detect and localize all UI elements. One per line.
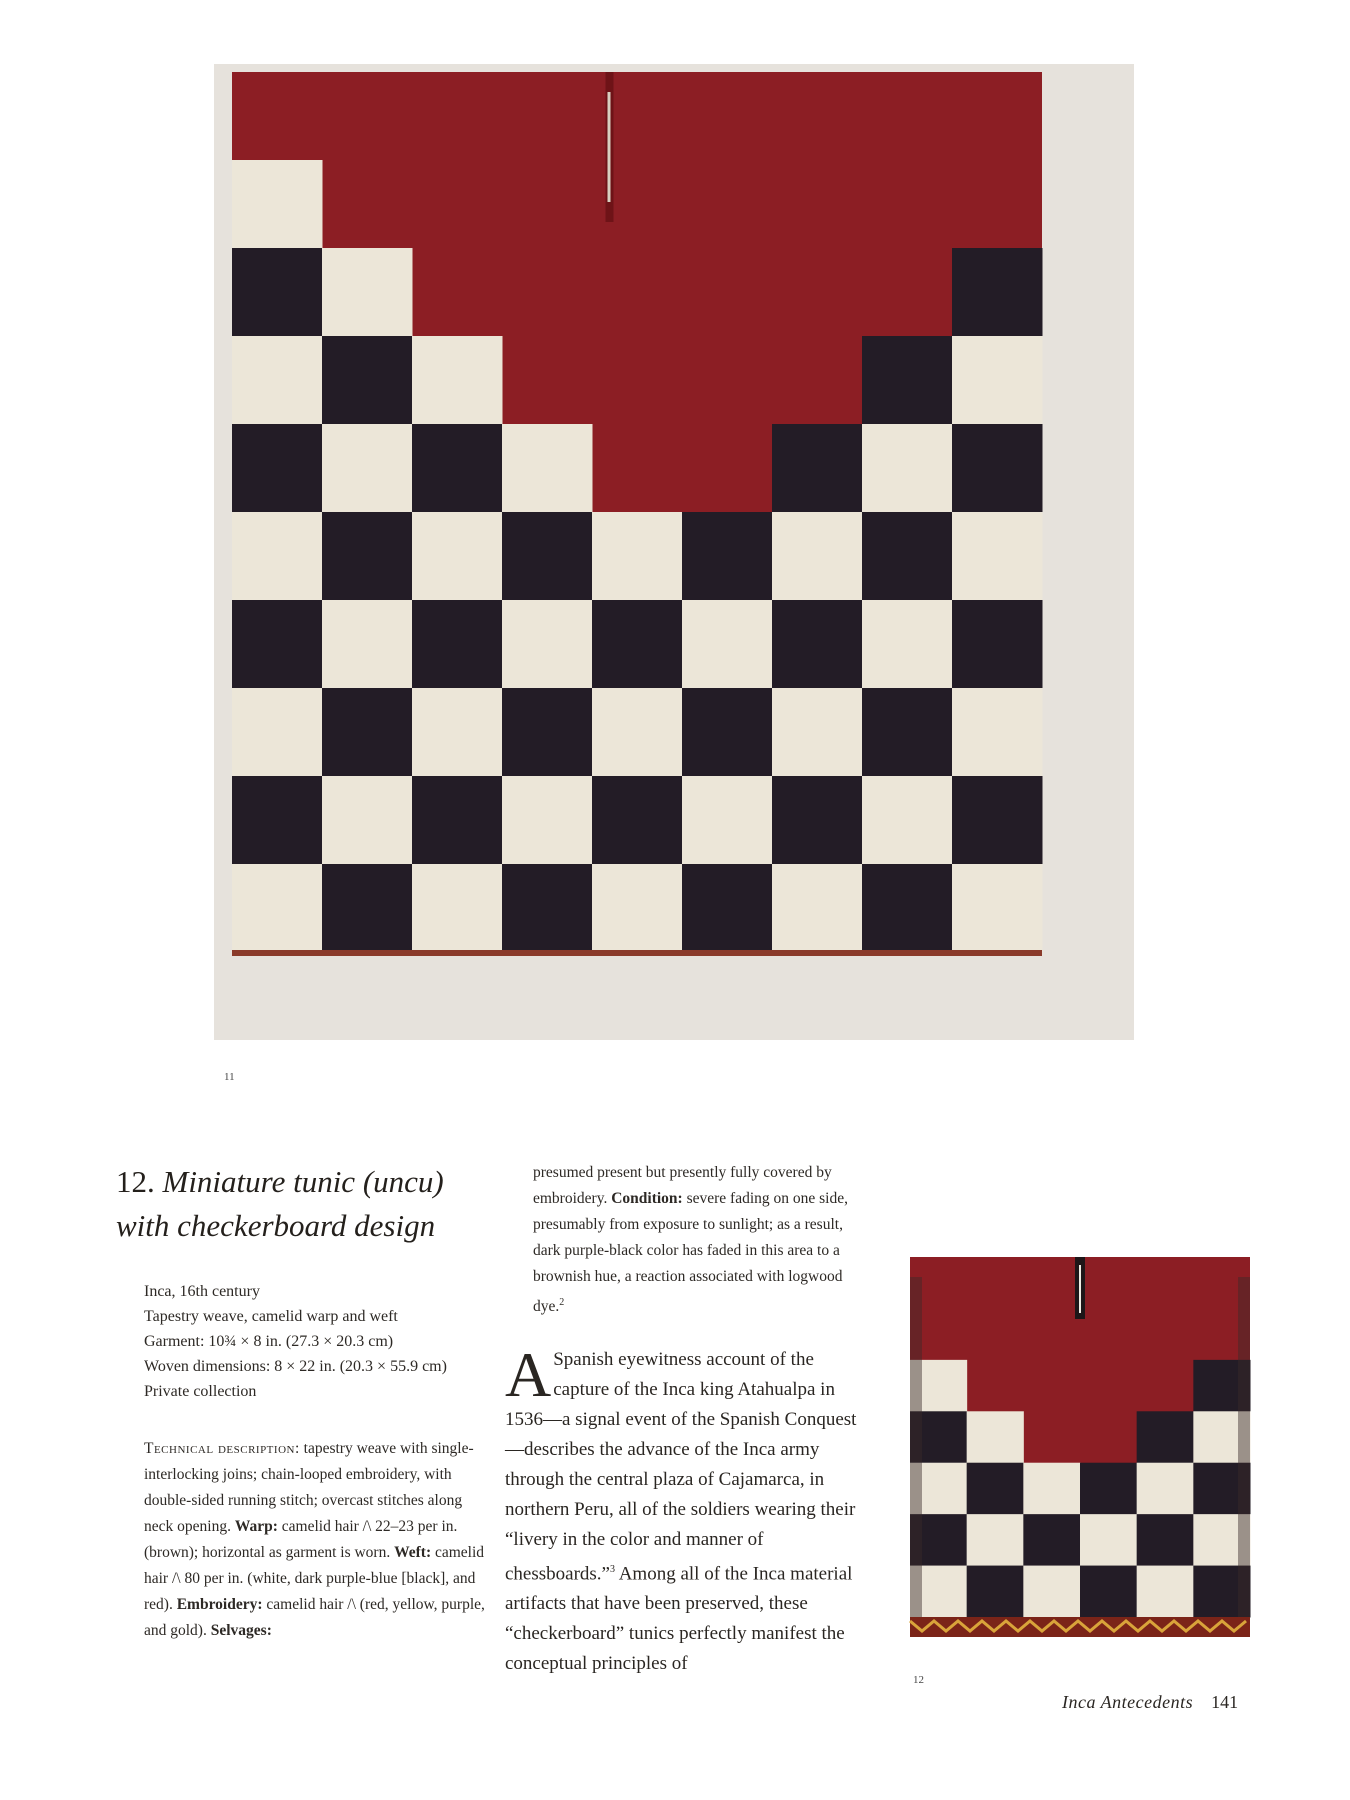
checker-square (862, 688, 953, 777)
checker-square (412, 776, 503, 865)
weft-text: camelid hair /\ 80 per in. (white, dark purple-blue [black], and red). (144, 1544, 485, 1613)
checker-square (322, 688, 413, 777)
figure-number-12: 12 (913, 1674, 924, 1686)
checker-square (412, 424, 503, 513)
checker-square (232, 600, 323, 689)
checker-square (502, 600, 593, 689)
tunic-checkerboard-image-large (214, 64, 1134, 1040)
catalog-number: 12. (116, 1164, 155, 1199)
checker-square (862, 776, 953, 865)
checker-square (412, 688, 503, 777)
checker-square (502, 512, 593, 601)
embroidery-text: camelid hair /\ (red, yellow, purple, and gold). (144, 1596, 485, 1639)
checker-square (952, 248, 1043, 337)
weft-label: Weft: (394, 1544, 432, 1561)
checker-square (952, 864, 1043, 953)
checker-square (322, 600, 413, 689)
checker-square (592, 600, 683, 689)
small-checker-square (1137, 1411, 1194, 1463)
selvages-label: Selvages: (210, 1622, 272, 1639)
checker-square (232, 688, 323, 777)
small-checker-square (967, 1411, 1024, 1463)
checker-square (862, 600, 953, 689)
checker-square (322, 336, 413, 425)
essay-paragraph (505, 1339, 862, 1679)
embroidery-label: Embroidery: (176, 1596, 263, 1613)
checker-square (322, 864, 413, 953)
page-number: 141 (1211, 1692, 1239, 1712)
small-checker-square (1080, 1463, 1137, 1515)
small-checker-square (1023, 1463, 1080, 1515)
footnote-ref-3: 3 (610, 1564, 615, 1575)
small-checker-square (1137, 1566, 1194, 1618)
meta-garment-size: Garment: 10¾ × 8 in. (27.3 × 20.3 cm) (144, 1333, 394, 1350)
meta-collection: Private collection (144, 1383, 257, 1400)
checker-square (952, 600, 1043, 689)
small-checker-square (967, 1514, 1024, 1566)
warp-label: Warp: (234, 1518, 278, 1535)
selvages-text: presumed present but presently fully covered by embroidery. (533, 1164, 832, 1207)
checker-square (862, 864, 953, 953)
running-footer (1062, 1692, 1238, 1713)
small-checker-square (1080, 1514, 1137, 1566)
checker-square (862, 424, 953, 513)
tech-heading: Technical description: (144, 1440, 300, 1457)
checker-square (682, 864, 773, 953)
checker-square (772, 512, 863, 601)
catalog-title-line2: with checkerboard design (116, 1208, 436, 1243)
small-checker-square (1023, 1514, 1080, 1566)
meta-woven-dimensions: Woven dimensions: 8 × 22 in. (20.3 × 55.9 cm) (144, 1358, 447, 1375)
drop-cap: A (505, 1339, 552, 1410)
checker-square (862, 512, 953, 601)
condition-label: Condition: (611, 1190, 683, 1207)
checker-square (952, 776, 1043, 865)
checker-square (232, 424, 323, 513)
footnote-ref-2: 2 (559, 1297, 565, 1308)
checker-square (232, 512, 323, 601)
checker-square (502, 424, 593, 513)
checker-square (232, 864, 323, 953)
checker-square (952, 424, 1043, 513)
checker-square (592, 776, 683, 865)
section-title: Inca Antecedents (1062, 1692, 1194, 1712)
checker-square (502, 688, 593, 777)
meta-culture-date: Inca, 16th century (144, 1283, 260, 1300)
catalog-metadata (144, 1279, 484, 1404)
checker-square (772, 600, 863, 689)
tunic-photo-small (900, 1243, 1260, 1664)
checker-square (502, 776, 593, 865)
checker-square (322, 424, 413, 513)
technical-description (144, 1436, 489, 1644)
technical-description-continued (533, 1160, 863, 1320)
checker-square (772, 776, 863, 865)
checker-square (322, 512, 413, 601)
small-checker-square (1023, 1566, 1080, 1618)
meta-technique: Tapestry weave, camelid warp and weft (144, 1308, 398, 1325)
small-tunic-left-fold (910, 1277, 922, 1617)
essay-text-part2: Among all of the Inca material artifacts that have been preserved, these “checkerboard” tunics perfectly manifest the conceptual principles of (505, 1563, 853, 1675)
small-neck-thread (1079, 1265, 1081, 1313)
checker-square (322, 248, 413, 337)
checker-square (232, 776, 323, 865)
small-tunic-right-fold (1238, 1277, 1250, 1617)
checker-square (772, 424, 863, 513)
checker-square (592, 864, 683, 953)
checker-square (952, 688, 1043, 777)
checker-square (412, 864, 503, 953)
checker-square (232, 248, 323, 337)
checker-square (232, 160, 323, 249)
checker-square (772, 864, 863, 953)
checker-square (682, 776, 773, 865)
small-checker-square (1137, 1514, 1194, 1566)
small-checker-square (1137, 1463, 1194, 1515)
checker-square (592, 512, 683, 601)
warp-text: camelid hair /\ 22–23 per in. (brown); horizontal as garment is worn. (144, 1518, 458, 1561)
small-checker-square (967, 1566, 1024, 1618)
checker-square (682, 512, 773, 601)
checker-square (682, 600, 773, 689)
checker-square (322, 776, 413, 865)
checker-square (412, 512, 503, 601)
checker-square (502, 864, 593, 953)
checker-square (232, 336, 323, 425)
condition-text: severe fading on one side, presumably from exposure to sunlight; as a result, dark purple-black color has faded in this area to a brownish hue, a reaction associated with logwood dye. (533, 1190, 848, 1316)
checker-square (952, 512, 1043, 601)
tunic-bottom-edge (232, 950, 1042, 956)
figure-number-11: 11 (224, 1071, 235, 1083)
checker-square (772, 688, 863, 777)
catalog-title (116, 1160, 496, 1248)
checker-square (862, 336, 953, 425)
essay-text-part1: Spanish eyewitness account of the capture of the Inca king Atahualpa in 1536—a signal event of the Spanish Conquest—describes the advance of the Inca army through the central plaza of Cajamarca, in northern Peru, all of the soldiers wearing their “livery in the color and manner of chessboards.” (505, 1349, 857, 1585)
small-checker-square (967, 1463, 1024, 1515)
checker-square (592, 688, 683, 777)
checker-square (682, 688, 773, 777)
small-checker-square (1080, 1566, 1137, 1618)
checker-square (952, 336, 1043, 425)
tunic-checkerboard-image-small (900, 1243, 1260, 1664)
checker-square (412, 600, 503, 689)
catalog-title-line1: Miniature tunic (uncu) (162, 1164, 444, 1199)
tunic-photo-large (214, 64, 1134, 1040)
checker-square (412, 336, 503, 425)
tech-text: tapestry weave with single-interlocking joins; chain-looped embroidery, with double-sided running stitch; overcast stitches along neck opening. (144, 1440, 474, 1535)
neck-slit-thread (608, 92, 611, 202)
